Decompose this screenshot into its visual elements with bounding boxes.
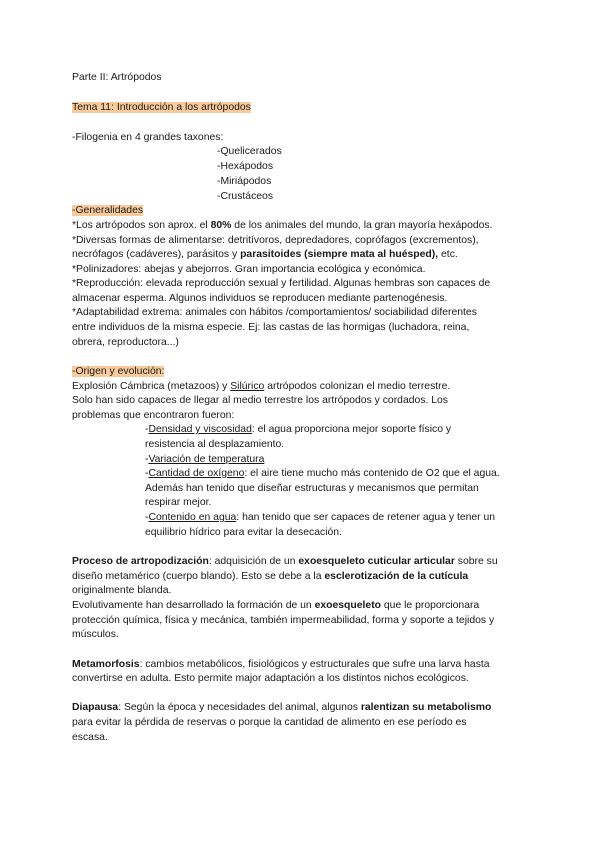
bold-text: Diapausa xyxy=(72,702,119,713)
problem-item: respirar mejor. xyxy=(145,497,212,508)
dash: - xyxy=(145,468,149,479)
bold-text: esclerotización de la cutícula xyxy=(324,571,469,582)
artropodizacion-line: protección química, física y mecánica, también impermeabilidad, forma y soporte a tejidos y xyxy=(72,615,495,626)
problem-item xyxy=(145,423,451,437)
text-run: Evolutivamente han desarrollado la formación de un xyxy=(72,600,315,611)
text-run: etc. xyxy=(438,249,458,260)
metamorfosis-line: convertirse en adulta. Esto permite major adaptación a los distintos nichos ecológicos. xyxy=(72,673,469,684)
diapausa-line xyxy=(72,701,491,715)
underlined-text: Densidad y viscosidad xyxy=(148,424,252,435)
underlined-text: Silúrico xyxy=(230,381,265,392)
generalidades-line: *Reproducción: elevada reproducción sexual y fertilidad. Algunas hembras son capaces de xyxy=(72,278,491,289)
problem-item: equilibrio hídrico para evitar la desecación. xyxy=(145,527,342,538)
text-run: : adquisición de un xyxy=(208,556,299,567)
part-title: Parte II: Artrópodos xyxy=(72,72,162,83)
taxon-item: -Hexápodos xyxy=(217,161,274,172)
artropodizacion-line: músculos. xyxy=(72,629,119,640)
metamorfosis-line xyxy=(72,658,490,672)
underlined-text: Cantidad de oxígeno xyxy=(148,468,245,479)
text-run: *Los artrópodos son aprox. el xyxy=(72,220,211,231)
taxon-item: -Crustáceos xyxy=(217,191,274,202)
problem-item xyxy=(145,511,495,525)
text-run: : cambios metabólicos, fisiológicos y estructurales que sufre una larva hasta xyxy=(139,659,490,670)
artropodizacion-line xyxy=(72,555,498,569)
origen-line: problemas que encontraron fueron: xyxy=(72,410,235,421)
artropodizacion-line: originalmente blanda. xyxy=(72,585,172,596)
text-run: : Según la época y necesidades del animal, algunos xyxy=(118,702,361,713)
artropodizacion-line xyxy=(72,570,468,584)
bold-text: ralentizan su metabolismo xyxy=(360,702,492,713)
generalidades-heading xyxy=(72,204,143,218)
tema-title xyxy=(72,101,251,115)
origen-line: Solo han sido capaces de llegar al medio terrestre los artrópodos y cordados. Los xyxy=(72,395,449,406)
tema-title-highlight: Tema 11: Introducción a los artrópodos xyxy=(72,102,251,113)
text-run: diseño metamérico (cuerpo blando). Esto se debe a la xyxy=(72,571,325,582)
generalidades-line: *Adaptabilidad extrema: animales con hábitos /comportamientos/ sociabilidad diferentes xyxy=(72,307,477,318)
generalidades-line: obrera, reproductora...) xyxy=(72,337,179,348)
origen-line xyxy=(72,380,450,394)
underlined-text: Variación de temperatura xyxy=(148,454,265,465)
bold-text: Metamorfosis xyxy=(72,659,140,670)
text-run: que le proporcionara xyxy=(381,600,480,611)
generalidades-line: *Polinizadores: abejas y abejorros. Gran importancia ecológica y económica. xyxy=(72,264,426,275)
bold-text: exoesqueleto xyxy=(314,600,382,611)
dash: - xyxy=(145,454,149,465)
problem-item xyxy=(145,453,264,467)
generalidades-line xyxy=(72,248,458,262)
underlined-text: Contenido en agua xyxy=(148,512,237,523)
artropodizacion-line xyxy=(72,599,479,613)
generalidades-line: *Diversas formas de alimentarse: detritívoros, depredadores, coprófagos (excrementos), xyxy=(72,235,479,246)
text-run: de los animales del mundo, la gran mayoría hexápodos. xyxy=(231,220,493,231)
diapausa-line: escasa. xyxy=(72,732,108,743)
dash: - xyxy=(145,424,149,435)
dash: - xyxy=(145,512,149,523)
problem-item: resistencia al desplazamiento. xyxy=(145,439,285,450)
text-run: : han tenido que ser capaces de retener agua y tener un xyxy=(236,512,496,523)
taxon-item: -Quelicerados xyxy=(217,146,282,157)
text-run: artrópodos colonizan el medio terrestre. xyxy=(264,381,451,392)
problem-item: Además han tenido que diseñar estructuras y mecanismos que permitan xyxy=(145,483,479,494)
generalidades-line xyxy=(72,219,493,233)
text-run: : el agua proporciona mejor soporte físico y xyxy=(251,424,452,435)
text-run: necrófagos (cadáveres), parásitos y xyxy=(72,249,241,260)
generalidades-heading-text: -Generalidades xyxy=(72,205,144,216)
filogenia-intro: -Filogenia en 4 grandes taxones: xyxy=(72,132,224,143)
origen-heading xyxy=(72,365,164,379)
generalidades-line: almacenar esperma. Algunos individuos se reproducen mediante partenogénesis. xyxy=(72,293,448,304)
bold-text: exoesqueleto cuticular articular xyxy=(298,556,455,567)
problem-item xyxy=(145,467,500,481)
origen-heading-text: -Origen y evolución: xyxy=(72,366,165,377)
generalidades-line: entre individuos de la misma especie. Ej: las castas de las hormigas (luchadora, reina, xyxy=(72,322,470,333)
bold-text: Proceso de artropodización xyxy=(72,556,209,567)
bold-text: parasitoides (siempre mata al huésped), xyxy=(240,249,439,260)
text-run: : el aire tiene mucho más contenido de O2 que el agua. xyxy=(244,468,500,479)
text-run: Explosión Cámbrica (metazoos) y xyxy=(72,381,231,392)
bold-text: 80% xyxy=(210,220,232,231)
diapausa-line: para evitar la pérdida de reservas o porque la cantidad de alimento en ese período es xyxy=(72,717,467,728)
text-run: sobre su xyxy=(454,556,498,567)
taxon-item: -Miriápodos xyxy=(217,176,272,187)
